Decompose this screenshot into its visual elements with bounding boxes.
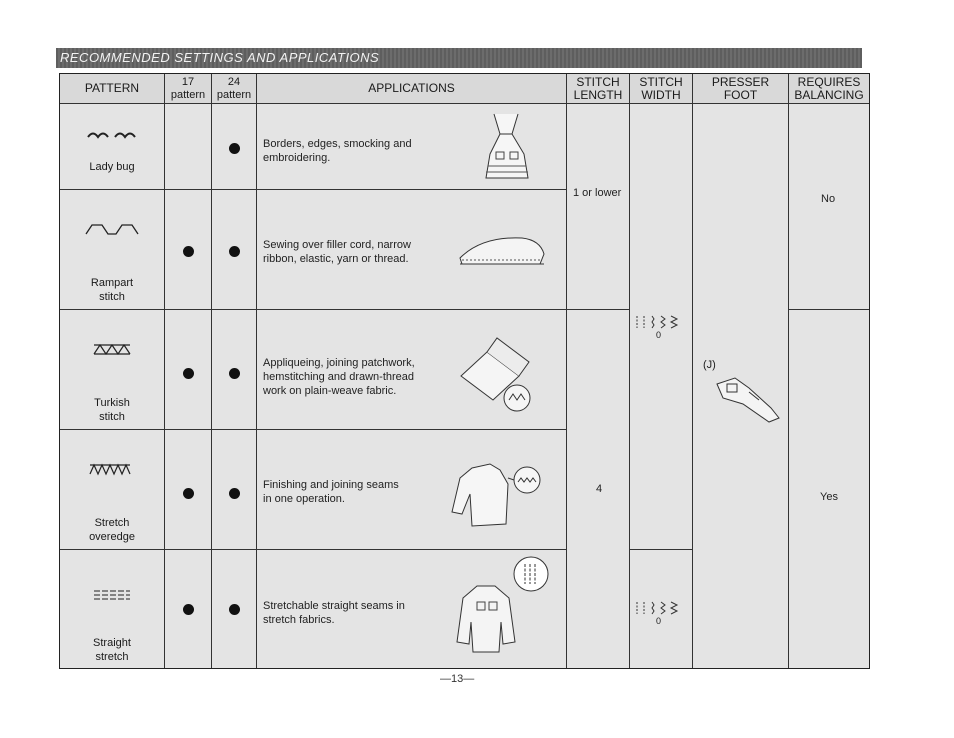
application-line: stretch fabrics. [263,614,335,626]
application-cell [257,430,567,550]
header-applications [257,74,567,104]
application-line: Sewing over filler cord, narrow [263,239,411,251]
stitch-length-value: 4 [596,483,603,495]
header-presser-foot [693,74,789,104]
shirt-icon [439,552,549,664]
header-stitch-width [630,74,693,104]
pattern-name-line: Straight [93,637,131,649]
header-17-word: pattern [170,88,206,101]
pattern-name-line: Rampart [90,277,134,289]
application-line: work on plain-weave fabric. [263,385,397,397]
presser-foot-cell [693,104,789,668]
application-cell [257,104,567,190]
application-cell [257,310,567,430]
fabric-cord-icon [452,228,552,278]
page-number: —13— [440,673,475,685]
stitch-width-group1 [630,104,693,550]
p24-cell [212,430,257,550]
p17-cell [165,550,212,668]
pattern-name [60,516,164,544]
section-banner [56,48,862,68]
stitch-length-value: 1 or lower [573,187,622,199]
header-requires-balancing-1: REQUIRES [797,74,861,89]
stitch-width-marker: 0 [656,330,662,340]
stitch-width-group2 [630,550,693,668]
stitch-width-marker: 0 [656,616,662,626]
application-text [263,356,415,398]
application-line: embroidering. [263,152,331,164]
header-requires-balancing [789,74,869,104]
stitch-width-icon [634,600,690,616]
header-stitch-width-2: WIDTH [641,87,681,102]
availability-dot [229,143,240,154]
pattern-name-line: stretch [95,651,129,663]
application-line: hemstitching and drawn-thread [263,371,415,383]
availability-dot [229,604,240,615]
pattern-cell-lady-bug [60,104,165,190]
presser-foot-value: (J) [703,359,716,371]
header-presser-foot-1: PRESSER [711,74,770,89]
header-17-num: 17 [181,75,195,88]
pattern-cell-stretch-overedge [60,430,165,550]
pattern-name-line: Stretch [94,517,130,529]
stitch-width-icon [634,314,690,330]
stretch-overedge-icon [60,462,164,476]
application-cell [257,190,567,310]
header-stitch-width-1: STITCH [639,74,683,89]
p24-cell [212,310,257,430]
application-line: Appliqueing, joining patchwork, [263,357,415,369]
availability-dot [183,604,194,615]
availability-dot [229,246,240,257]
sweater-icon [442,454,542,534]
requires-balancing-group1 [789,104,869,310]
pattern-cell-rampart [60,190,165,310]
header-24-pattern [212,74,257,104]
pattern-name-line: stitch [99,291,125,303]
application-cell [257,550,567,668]
p24-cell [212,104,257,190]
lady-bug-stitch-icon [60,128,164,140]
stitch-length-group2 [567,310,630,668]
header-pattern-label: PATTERN [84,81,140,95]
p17-cell [165,430,212,550]
requires-balancing-value: No [821,193,836,205]
header-applications-label: APPLICATIONS [368,81,455,95]
presser-foot-icon [709,374,785,426]
application-line: Finishing and joining seams [263,479,399,491]
header-24-word: pattern [216,88,252,101]
p17-cell [165,104,212,190]
header-requires-balancing-2: BALANCING [794,87,864,102]
requires-balancing-group2 [789,310,869,668]
rampart-stitch-icon [60,222,164,236]
header-stitch-length [567,74,630,104]
application-line: in one operation. [263,493,345,505]
dress-icon [472,110,542,186]
availability-dot [229,368,240,379]
p17-cell [165,310,212,430]
header-pattern [60,74,165,104]
header-stitch-length-2: LENGTH [573,87,623,102]
application-text [263,599,405,627]
pattern-name [60,396,164,424]
application-line: ribbon, elastic, yarn or thread. [263,253,409,265]
application-text [263,478,399,506]
availability-dot [183,368,194,379]
header-presser-foot-2: FOOT [723,87,758,102]
p24-cell [212,190,257,310]
requires-balancing-value: Yes [820,491,838,503]
pattern-cell-straight-stretch [60,550,165,668]
p24-cell [212,550,257,668]
pattern-name: Lady bug [89,161,135,173]
settings-table [59,73,870,669]
straight-stretch-icon [60,588,164,602]
application-line: Stretchable straight seams in [263,600,405,612]
p17-cell [165,190,212,310]
availability-dot [183,246,194,257]
application-text [263,238,411,266]
stitch-length-group1 [567,104,630,310]
header-24-num: 24 [227,75,241,88]
pattern-name-line: stitch [99,411,125,423]
header-17-pattern [165,74,212,104]
application-text [263,137,412,165]
availability-dot [183,488,194,499]
pattern-name [60,276,164,304]
pattern-name [60,636,164,664]
application-line: Borders, edges, smocking and [263,138,412,150]
availability-dot [229,488,240,499]
section-title: RECOMMENDED SETTINGS AND APPLICATIONS [60,50,380,65]
patchwork-icon [457,328,537,414]
pattern-name-line: overedge [89,531,135,543]
header-stitch-length-1: STITCH [576,74,620,89]
turkish-stitch-icon [60,342,164,356]
pattern-name-line: Turkish [94,397,130,409]
pattern-cell-turkish [60,310,165,430]
